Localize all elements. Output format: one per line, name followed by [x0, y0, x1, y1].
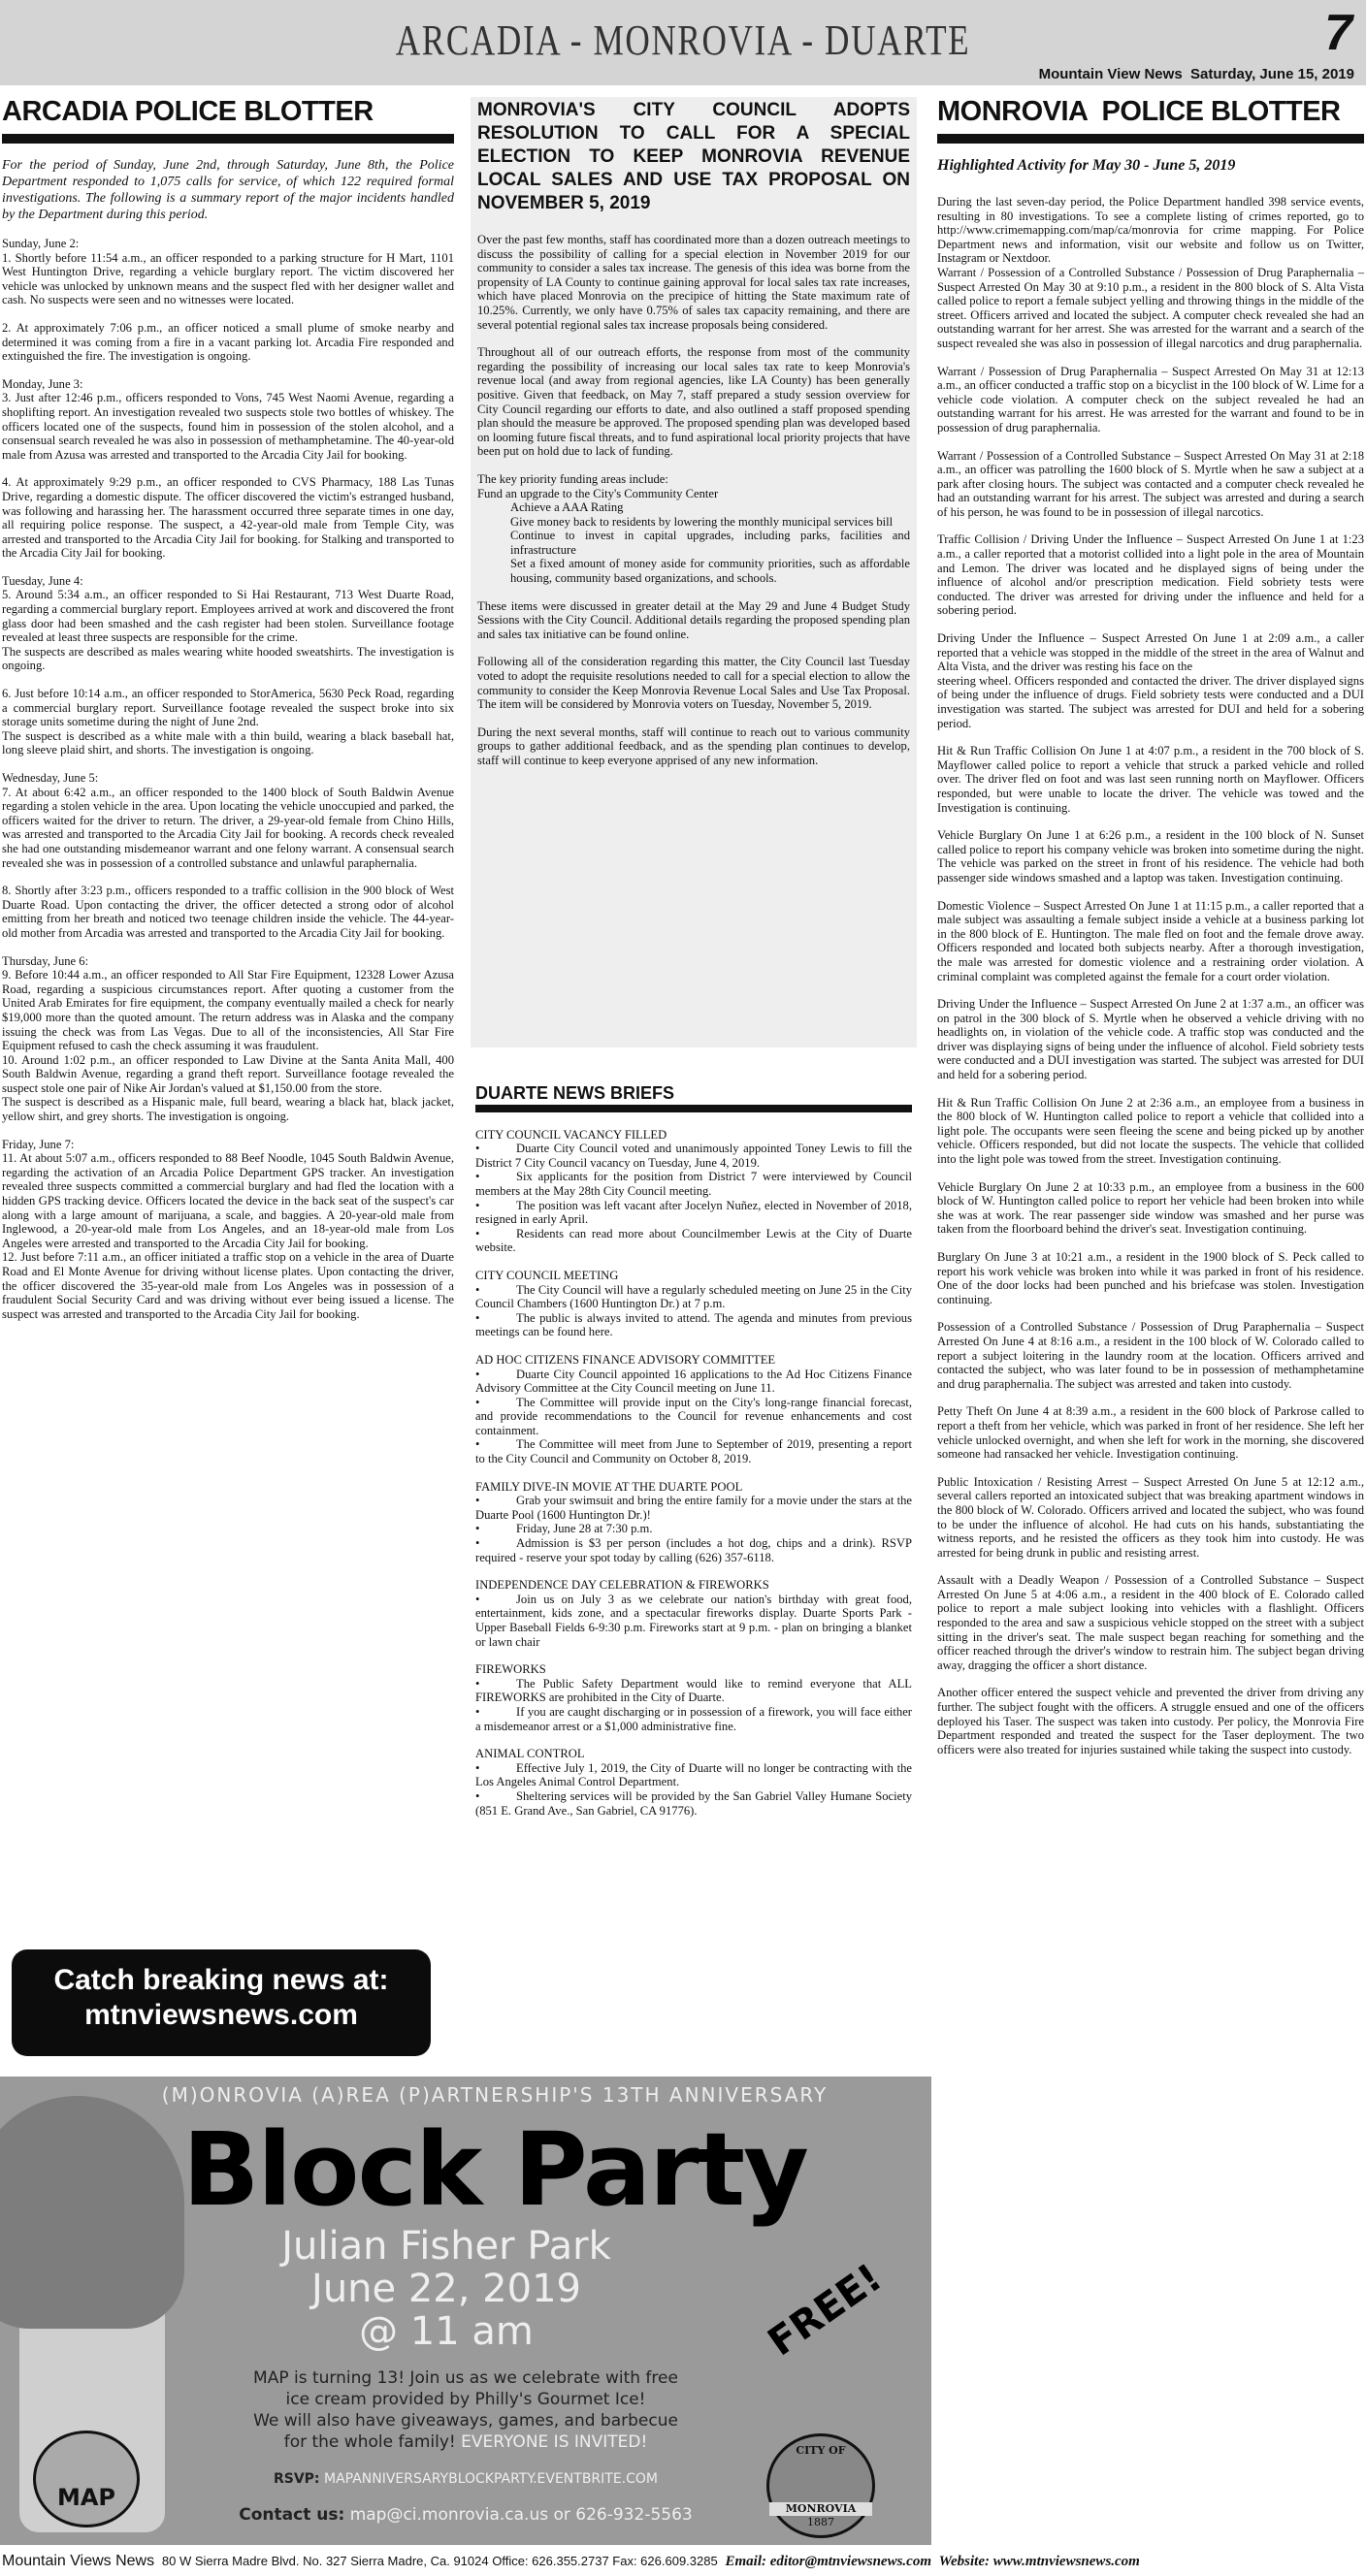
ad-body-line: We will also have giveaways, games, and barbecue — [253, 2411, 678, 2431]
ad-date: June 22, 2019 — [311, 2267, 581, 2311]
brief-item — [475, 1593, 912, 1649]
bullet-icon: • — [475, 1282, 480, 1297]
seal-text: 1887 — [807, 2516, 834, 2528]
free-badge: FREE! — [760, 2255, 891, 2366]
arcadia-heading: ARCADIA POLICE BLOTTER — [2, 96, 374, 127]
blotter-entry: Sunday, June 2: 1. Shortly before 11:54 a.m., an officer responded to a parking structure for H Mart, 1101 West Huntington Drive, regarding a vehicle burglary report. The victim discovered her vehicle was unlocked by unknown means and the suspect fled with her designer wallet and cash. No suspects were seen and no witnesses were located. — [2, 237, 454, 307]
catch-url[interactable]: mtnviewsnews.com — [84, 1999, 358, 2031]
blotter-entry: Warrant / Possession of Drug Paraphernalia – Suspect Arrested On May 31 at 12:13 a.m., an officer conducted a traffic stop on a bicyclist in the 100 block of W. Lime for a vehicle code violation. A computer check on the subject revealed he had an outstanding warrant for his arrest. He was arrested for the warrant and found to be in possession of drug paraphernalia. — [937, 364, 1364, 435]
brief-item — [475, 1170, 912, 1198]
blotter-entry: 2. At approximately 7:06 p.m., an officer noticed a small plume of smoke nearby and determined it was coming from a fire in a vacant parking lot. Arcadia Fire responded and extinguished the fire. The investigation is ongoing. — [2, 320, 454, 364]
seal-text: CITY OF — [796, 2444, 846, 2457]
blotter-entry: Vehicle Burglary On June 2 at 10:33 p.m., an employee from a business in the 600 block of W. Huntington called police to report her vehicle had been broken into while she was at work. The rear passenger side window was smashed and her purse was taken from the floorboard behind the driver's seat. Investigation continuing. — [937, 1179, 1364, 1237]
blotter-entry: Driving Under the Influence – Suspect Arrested On June 1 at 2:09 a.m., a caller reported that a vehicle was stopped in the middle of the street in the area of Walnut and Alta Vista, and the driver was resting his face on the steering wheel. Officers responded and contacted the driver. The driver displayed signs of being under the influence of drugs. Field sobriety tests were conducted and a DUI investigation was started. The subject was arrested for DUI and held for a sobering period. — [937, 631, 1364, 730]
ad-contact — [165, 2503, 766, 2527]
bullet-icon: • — [475, 1676, 480, 1690]
brief-item — [475, 1437, 912, 1465]
brief-text: Effective July 1, 2019, the City of Duarte will no longer be contracting with the Los Angeles Animal Control Department. — [475, 1760, 912, 1789]
arcadia-paragraphs — [2, 237, 454, 1321]
blotter-entry: Domestic Violence – Suspect Arrested On June 1 at 11:15 p.m., a caller reported that a male subject was assaulting a female subject inside a vehicle at a business parking lot in the 800 block of E. Huntington. The male fled on foot and the female drove away. Officers responded and located both subjects nearby. After a thorough investigation, the male was arrested for domestic violence and a restraining order violation. A criminal complaint was completed against the female for a court order violation. — [937, 898, 1364, 983]
bullet-icon: • — [475, 1310, 480, 1325]
brief-title: CITY COUNCIL VACANCY FILLED — [475, 1127, 667, 1142]
brief-title: FIREWORKS — [475, 1662, 546, 1677]
heading-rule — [2, 134, 454, 144]
brief-item — [475, 1494, 912, 1522]
catch-breaking-news-banner[interactable] — [12, 1949, 431, 2056]
council-article — [477, 99, 910, 782]
footer-address: 80 W Sierra Madre Blvd. No. 327 Sierra Madre, Ca. 91024 Office: 626.355.2737 Fax: 626.609.3285 — [161, 2554, 718, 2568]
bullet-icon: • — [475, 1494, 480, 1508]
ad-title: Block Party — [182, 2110, 807, 2229]
ad-time: @ 11 am — [359, 2309, 534, 2354]
bullet-icon: • — [475, 1536, 480, 1551]
ad-body — [165, 2367, 766, 2453]
brief-text: The Public Safety Department would like to remind everyone that ALL FIREWORKS are prohibited in the City of Duarte. — [475, 1676, 912, 1705]
footer-website[interactable]: Website: www.mtnviewsnews.com — [938, 2554, 1140, 2569]
footer-name: Mountain Views News — [2, 2553, 155, 2569]
bullet-icon: • — [475, 1367, 480, 1381]
brief-text: The Committee will provide input on the City's long-range financial forecast, and provide recommendations to the Council for revenue enhancements and cost containment. — [475, 1395, 912, 1437]
ad-place: Julian Fisher Park — [281, 2224, 611, 2269]
section-title: ARCADIA - MONROVIA - DUARTE — [395, 16, 971, 64]
arcadia-blotter — [2, 95, 454, 1335]
brief-item — [475, 1283, 912, 1311]
monrovia-heading: MONROVIA POLICE BLOTTER — [937, 96, 1341, 127]
brief-item — [475, 1761, 912, 1789]
ad-kicker: (M)ONROVIA (A)REA (P)ARTNERSHIP'S 13TH ANNIVERSARY — [161, 2083, 829, 2107]
brief-section — [475, 1353, 912, 1466]
ad-body-line: MAP is turning 13! Join us as we celebrate with free — [253, 2368, 678, 2388]
map-logo: MAP — [33, 2431, 140, 2528]
brief-text: Admission is $3 per person (includes a hot dog, chips and a drink). RSVP required - reserve your spot today by calling (626) 357-6118. — [475, 1536, 912, 1564]
brief-text: Residents can read more about Councilmember Lewis at the City of Duarte website. — [475, 1226, 912, 1255]
blotter-entry: Possession of a Controlled Substance / Possession of Drug Paraphernalia – Suspect Arrested On June 4 at 8:16 a.m., a resident in the 100 block of W. Colorado called to report a subject loitering in the laundry room at the location. Officers arrived and contacted the subject, who was later found to be in possession of methamphetamine and drug paraphernalia. The subject was arrested and taken into custody. — [937, 1320, 1364, 1391]
council-heading: MONROVIA'S CITY COUNCIL ADOPTS RESOLUTION TO CALL FOR A SPECIAL ELECTION TO KEEP MONROVIA REVENUE LOCAL SALES AND USE TAX PROPOSAL ON NOVEMBER 5, 2019 — [477, 100, 910, 213]
bullet-icon: • — [475, 1395, 480, 1409]
article-paragraph: Following all of the consideration regarding this matter, the City Council last Tuesday voted to adopt the requisite resolutions needed to call for a special election to allow the community to consider the Keep Monrovia Revenue Local Sales and Use Tax Proposal. The item will be considered by Monrovia voters on Tuesday, November 5, 2019. — [477, 655, 910, 712]
brief-item — [475, 1368, 912, 1396]
bullet-icon: • — [475, 1437, 480, 1452]
brief-title: AD HOC CITIZENS FINANCE ADVISORY COMMITTEE — [475, 1352, 776, 1367]
blotter-entry: Assault with a Deadly Weapon / Possession of a Controlled Substance – Suspect Arrested On June 5 at 4:06 a.m., a resident in the 400 block of E. Colorado called police to report a male subject looking into vehicles with a flashlight. Officers responded to the area and saw a suspicious vehicle stopped on the street with a subject sitting in the driver's seat. The male suspect began reaching for something and the officer reached through the driver's window to restrain him. The subject began driving away, dragging the officer a short distance. — [937, 1573, 1364, 1672]
bullet-icon: • — [475, 1592, 480, 1606]
monrovia-city-seal — [766, 2433, 875, 2538]
heading-rule — [475, 1105, 912, 1112]
brief-text: Duarte City Council appointed 16 applications to the Ad Hoc Citizens Finance Advisory Committee at the City Council meeting on June 11. — [475, 1367, 912, 1396]
brief-text: Join us on July 3 as we celebrate our nation's birthday with great food, entertainment, kids zone, and a spectacular fireworks display. Duarte Sports Park - Upper Baseball Fields 6-9:30 p.m. Fireworks start at 9 p.m. - plan on bringing a blanket or lawn chair — [475, 1592, 912, 1649]
brief-title: FAMILY DIVE-IN MOVIE AT THE DUARTE POOL — [475, 1479, 743, 1494]
brief-text: Grab your swimsuit and bring the entire family for a movie under the stars at the Duarte Pool (1600 Huntington Dr.)! — [475, 1494, 912, 1522]
bullet-icon: • — [475, 1198, 480, 1212]
blotter-entry: Hit & Run Traffic Collision On June 2 at 2:36 a.m., an employee from a business in the 800 block of W. Huntington called police to report a vehicle that collided into a light pole. The occupants were seen fleeing the scene and being picked up by another vehicle. Officers responded, but did not locate the suspects. The vehicle that collided into the light pole was towed from the street. Investigation continuing. — [937, 1095, 1364, 1167]
priorities-intro: The key priority funding areas include: Fund an upgrade to the City's Community Center — [477, 471, 719, 500]
rsvp-url[interactable]: MAPANNIVERSARYBLOCKPARTY.EVENTBRITE.COM — [323, 2471, 659, 2487]
blotter-entry: Public Intoxication / Resisting Arrest – Suspect Arrested On June 5 at 12:12 a.m., several callers reported an intoxicated subject that was breaking apartment windows in the 800 block of W. Colorado. Officers arrived and located the subject, who was found to be under the influence of alcohol. He had cuts on his hands, substantiating the witness reports, and he resisted the officers as they took him into custody. He was arrested for being drunk in public and resisting arrest. — [937, 1474, 1364, 1560]
brief-text: The City Council will have a regularly scheduled meeting on June 25 in the City Council Chambers (1600 Huntington Dr.) at 7 p.m. — [475, 1282, 912, 1311]
blotter-entry: During the last seven-day period, the Police Department handled 398 service events, resulting in 80 investigations. To see a complete listing of crimes reported, go to http://www.crimemapping.com/map/ca/monrovia for crime mapping. For Police Department news and information, visit our website and follow us on Twitter, Instagram or Nextdoor. Warrant / Possession of a Controlled Substance / Possession of Drug Paraphernalia – Suspect Arrested On May 30 at 9:10 p.m., a resident in the 800 block of S. Alta Vista called police to report a female subject yelling and throwing things in the middle of the street. Officers arrived and located the subject. A computer check revealed she had an outstanding warrant for her arrest. She was arrested for the warrant and a search of the suspect revealed she was also in possession of illegal narcotics and drug paraphernalia. — [937, 195, 1364, 350]
priority-item: Set a fixed amount of money aside for community priorities, such as affordable housing, community based organizations, and schools. — [510, 557, 910, 586]
article-paragraph: During the next several months, staff will continue to reach out to various community groups to gather additional feedback, and as the spending plan continues to develop, staff will continue to keep everyone apprised of any new information. — [477, 724, 910, 767]
blotter-entry: 8. Shortly after 3:23 p.m., officers responded to a traffic collision in the 900 block of West Duarte Road. Upon contacting the driver, the officer detected a strong odor of alcohol emitting from her breath and noticed two teenage children inside the vehicle. The 44-year-old mother from Arcadia was arrested and transported to the Arcadia City Jail for booking. — [2, 884, 454, 940]
brief-text: Duarte City Council voted and unanimously appointed Toney Lewis to fill the District 7 City Council vacancy on Tuesday, June 4, 2019. — [475, 1142, 912, 1170]
brief-text: The public is always invited to attend. The agenda and minutes from previous meetings can be found here. — [475, 1310, 912, 1339]
blotter-entry: 4. At approximately 9:29 p.m., an officer responded to CVS Pharmacy, 188 Las Tunas Drive, regarding a domestic dispute. The officer discovered the victim's estranged husband, was following and harassing her. The harassment occurred three separate times in one day, all requiring police response. The suspect, a 42-year-old male from Temple City, was arrested and transported to the Arcadia City Jail for booking. for Stalking and transported to the Arcadia City Jail for booking. — [2, 475, 454, 561]
brief-title: CITY COUNCIL MEETING — [475, 1268, 619, 1282]
brief-section — [475, 1128, 912, 1255]
brief-title: ANIMAL CONTROL — [475, 1747, 585, 1761]
blotter-entry: Petty Theft On June 4 at 8:39 a.m., a resident in the 600 block of Parkrose called to report a theft from her vehicle, which was parked in front of her residence. She left her vehicle unlocked overnight, and when she left for work in the morning, she discovered someone had ransacked her vehicle. Investigation continuing. — [937, 1404, 1364, 1462]
bullet-icon: • — [475, 1170, 480, 1184]
blotter-entry: Driving Under the Influence – Suspect Arrested On June 2 at 1:37 a.m., an officer was on patrol in the 300 block of S. Myrtle when he observed a vehicle driving with no headlights on, in violation of the vehicle code. A traffic stop was conducted and the driver was displaying signs of being under the influence of alcohol. Field sobriety tests were conducted and a DUI investigation was started. The subject was arrested for DUI and held for a sobering period. — [937, 997, 1364, 1082]
contact-info[interactable]: map@ci.monrovia.ca.us or 626-932-5563 — [349, 2505, 693, 2525]
brief-item — [475, 1677, 912, 1705]
brief-item — [475, 1396, 912, 1438]
bullet-icon: • — [475, 1788, 480, 1803]
blotter-entry: Wednesday, June 5: 7. At about 6:42 a.m., an officer responded to the 1400 block of South Baldwin Avenue regarding a stolen vehicle in the area. Upon locating the vehicle unoccupied and parked, the officers waited for the driver to return. The driver, a 29-year-old female from Chino Hills, was arrested and transported to the Arcadia City Jail for booking. A records check revealed she had one outstanding misdemeanor warrant and one felony warrant. A consensual search revealed she was in possession of a controlled substance and unlawful paraphernalia. — [2, 771, 454, 870]
blotter-entry: Tuesday, June 4: 5. Around 5:34 a.m., an officer responded to Si Hai Restaurant, 713 West Duarte Road, regarding a commercial burglary report. Employees arrived at work and discovered the front glass door had been smashed and the cash register had been stolen. Surveillance footage revealed at least three suspects are responsible for the crime. The suspects are described as males wearing white hooded sweatshirts. The investigation is ongoing. — [2, 573, 454, 673]
priority-item: Achieve a AAA Rating — [510, 500, 624, 515]
brief-section — [475, 1747, 912, 1818]
brief-text: Sheltering services will be provided by the San Gabriel Valley Humane Society (851 E. Grand Ave., San Gabriel, CA 91776). — [475, 1788, 912, 1818]
brief-section — [475, 1578, 912, 1649]
page-number: 7 — [1324, 5, 1352, 61]
blotter-entry: Another officer entered the suspect vehicle and prevented the driver from driving any further. The subject fought with the officers. A struggle ensued and one of the officers deployed his Taser. The suspect was taken into custody. Per policy, the Monrovia Fire Department responded and treated the suspect for the Taser deployment. The two officers were also treated for injuries sustained while taking the suspect into custody. — [937, 1686, 1364, 1756]
blotter-entry: Warrant / Possession of a Controlled Substance – Suspect Arrested On May 31 at 2:18 a.m., an officer was patrolling the 1600 block of S. Myrtle when he saw a subject at a park after closing hours. The subject was contacted and a computer check revealed he had an outstanding warrant for his arrest. The subject was arrested and during a search of his person, he was found to be in possession of illegal narcotics. — [937, 448, 1364, 519]
brief-item — [475, 1311, 912, 1339]
duarte-heading: DUARTE NEWS BRIEFS — [475, 1083, 675, 1103]
brief-section — [475, 1269, 912, 1339]
rsvp-label: RSVP: — [273, 2471, 320, 2487]
brief-title: INDEPENDENCE DAY CELEBRATION & FIREWORKS — [475, 1578, 769, 1593]
brief-item — [475, 1522, 912, 1536]
issue-date: Saturday, June 15, 2019 — [1190, 66, 1354, 82]
footer — [0, 2553, 1366, 2570]
ad-body-line: for the whole family! — [283, 2432, 456, 2452]
blotter-entry: Friday, June 7: 11. At about 5:07 a.m., officers responded to 88 Beef Noodle, 1045 South Baldwin Avenue, regarding the activation of an Arcadia Police Department GPS tracker. An investigation revealed three suspects committed a commercial burglary and had fled the location with a hidden GPS tracking device. Officers located the device in the back seat of the suspect's car along with a large amount of marijuana, a scale, and baggies. A 20-year-old male from Inglewood, a 20-year-old male from Los Angeles, and an 18-year-old male from Los Angeles were arrested and transported to the Arcadia City Jail for booking. 12. Just before 7:11 a.m., an officer initiated a traffic stop on a vehicle in the area of Duarte Road and El Monte Avenue for driving without license plates. Upon contacting the driver, the officer discovered the 35-year-old male from Los Angeles was in possession of a fraudulent Social Security Card and was driving without ever being issued a license. The suspect was arrested and transported to the Arcadia City Jail for booking. — [2, 1137, 454, 1321]
byline — [1039, 66, 1354, 82]
blotter-entry: Hit & Run Traffic Collision On June 1 at 4:07 p.m., a resident in the 700 block of S. Mayflower called police to report a vehicle that struck a parked vehicle and rolled over. The driver fled on foot and was last seen running north on Mayflower. Officers responded, but were unable to locate the driver. The vehicle was towed and the Investigation is continuing. — [937, 744, 1364, 815]
bullet-icon: • — [475, 1760, 480, 1775]
bullet-icon: • — [475, 1704, 480, 1719]
brief-text: The position was left vacant after Jocelyn Nuñez, elected in November of 2018, resigned in early April. — [475, 1198, 912, 1227]
brief-text: Six applicants for the position from District 7 were interviewed by Council members at the May 28th City Council meeting. — [475, 1170, 912, 1198]
brief-item — [475, 1536, 912, 1564]
brief-text: If you are caught discharging or in possession of a firework, you will face either a misdemeanor arrest or a $1,000 administrative fine. — [475, 1704, 912, 1733]
ad-rsvp — [165, 2469, 766, 2489]
footer-email[interactable]: Email: editor@mtnviewsnews.com — [725, 2554, 931, 2569]
monrovia-blotter — [937, 95, 1364, 1770]
brief-text: Friday, June 28 at 7:30 p.m. — [516, 1522, 653, 1536]
priority-item: Give money back to residents by lowering the monthly municipal services bill — [510, 514, 894, 529]
article-paragraph: Over the past few months, staff has coordinated more than a dozen outreach meetings to discuss the possibility of calling for a special election in November 2019 for our community to consider a sales tax increase. The genesis of this idea was borne from the propensity of LA County to continue gaining approval for local sales tax rate increases, which have placed Monrovia on the precipice of hitting the State maximum rate of 10.25%. Currently, we only have 0.75% of sales tax capacity remaining, and there are several potential regional sales tax increase proposals being considered. — [477, 233, 910, 332]
brief-item — [475, 1227, 912, 1255]
article-paragraph: These items were discussed in greater detail at the May 29 and June 4 Budget Study Sessions with the City Council. Additional details regarding the proposed spending plan and sales tax initiative can be found online. — [477, 598, 910, 641]
blotter-entry: Burglary On June 3 at 10:21 a.m., a resident in the 1900 block of S. Peck called to report his work vehicle was broken into while it was parked in front of his residence. One of the door locks had been punched and his briefcase was stolen. Investigation continuing. — [937, 1250, 1364, 1306]
brief-section — [475, 1662, 912, 1733]
paper-name: Mountain View News — [1038, 66, 1183, 82]
blotter-entry: Thursday, June 6: 9. Before 10:44 a.m., an officer responded to All Star Fire Equipment, 12328 Lower Azusa Road, regarding a suspicious circumstances report. After quoting a customer from the United Arab Emirates for fire equipment, the company eventually mailed a check for nearly $19,000 more than the quoted amount. The return address was in Alaska and the company issuing the check was from Las Vegas. Due to all of the inconsistencies, All Star Fire Equipment refused to cash the check assuming it was fraudulent. 10. Around 1:02 p.m., an officer responded to Law Divine at the Santa Anita Mall, 400 South Baldwin Avenue, regarding a grand theft report. Surveillance footage revealed the suspect stole one pair of Nike Air Jordan's valued at $1,150.00 from the store. The suspect is described as a Hispanic male, full beard, wearing a black hat, black jacket, yellow shirt, and grey shorts. The investigation is ongoing. — [2, 953, 454, 1124]
blotter-entry: Monday, June 3: 3. Just after 12:46 p.m., officers responded to Vons, 745 West Naomi Avenue, regarding a shoplifting report. An investigation revealed two suspects stole two bottles of whiskey. The officers located one of the suspects, found him in possession of the stolen alcohol, and a consensual search revealed he was also in possession of methamphetamine. The 40-year-old male from Azusa was arrested and transported to the Arcadia City Jail for booking. — [2, 376, 454, 462]
brief-text: The Committee will meet from June to September of 2019, presenting a report to the City Council and Community on October 8, 2019. — [475, 1437, 912, 1466]
ad-invited: EVERYONE IS INVITED! — [461, 2432, 648, 2452]
bullet-icon: • — [475, 1142, 480, 1156]
brief-item — [475, 1705, 912, 1733]
duarte-briefs — [475, 1083, 912, 1831]
blotter-entry: Vehicle Burglary On June 1 at 6:26 p.m., a resident in the 100 block of N. Sunset called police to report his company vehicle was broken into sometime during the night. The vehicle was parked on the street in front of his residence. The vehicle had both passenger side windows smashed and a laptop was taken. Investigation continuing. — [937, 828, 1364, 885]
block-party-ad — [0, 2077, 931, 2545]
blotter-entry: 6. Just before 10:14 a.m., an officer responded to StorAmerica, 5630 Peck Road, regarding a commercial burglary report. Surveillance footage revealed the suspect broke into six storage units sometime during the night of June 2nd. The suspect is described as a white male with a thin build, wearing a black baseball hat, long sleeve plaid shirt, and shorts. The investigation is ongoing. — [2, 687, 454, 757]
priority-item: Continue to invest in capital upgrades, including parks, facilities and infrastructure — [510, 529, 910, 557]
contact-label: Contact us: — [239, 2505, 345, 2525]
monrovia-subheading: Highlighted Activity for May 30 - June 5, 2019 — [937, 157, 1236, 174]
bullet-icon: • — [475, 1522, 480, 1536]
seal-text: MONROVIA — [769, 2502, 872, 2516]
heading-rule — [937, 134, 1364, 144]
catch-line: Catch breaking news at: — [53, 1964, 389, 1996]
brief-item — [475, 1789, 912, 1818]
arcadia-intro: For the period of Sunday, June 2nd, through Saturday, June 8th, the Police Department responded to 1,075 calls for service, of which 122 required formal investigations. The following is a summary report of the major incidents handled by the Department during this period. — [2, 158, 454, 222]
blotter-entry: Traffic Collision / Driving Under the Influence – Suspect Arrested On June 1 at 1:23 a.m., a caller reported that a motorist collided into a light pole in the area of Mountain and Lemon. The driver was located and he displayed signs of being under the influence of alcohol and/or prescription medication. Field sobriety tests were conducted. The driver was arrested for driving under the influence and held for a sobering period. — [937, 532, 1364, 618]
brief-section — [475, 1480, 912, 1565]
article-paragraph: Throughout all of our outreach efforts, the response from most of the community regarding the possibility of increasing our local sales tax rate to keep Monrovia's revenue local (and away from regional agencies, like LA County) has been generally positive. Given that feedback, on May 7, staff prepared a study session overview for City Council regarding our efforts to date, and also outlined a staff proposed spending plan should the measure be approved. The proposed spending plan was developed based on looming future fiscal threats, and to fund aspirational local priority projects that have been put on hold due to lack of funding. — [477, 345, 910, 459]
ad-body-line: ice cream provided by Philly's Gourmet Ice! — [285, 2390, 646, 2409]
brief-item — [475, 1199, 912, 1227]
brief-item — [475, 1142, 912, 1170]
bullet-icon: • — [475, 1226, 480, 1240]
